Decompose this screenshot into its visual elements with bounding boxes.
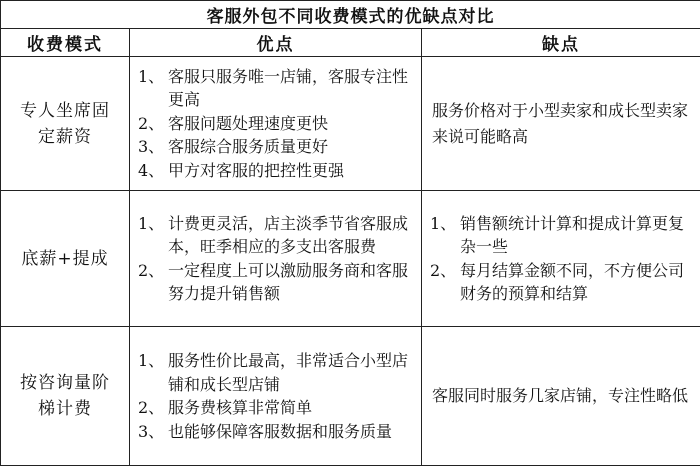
table-row bbox=[1, 57, 700, 191]
list-item bbox=[138, 396, 413, 420]
table-title: 客服外包不同收费模式的优缺点对比 bbox=[1, 1, 700, 29]
title-row bbox=[1, 1, 700, 29]
item-text: 销售额统计计算和提成计算更复杂一些 bbox=[460, 212, 692, 259]
item-text: 计费更灵活，店主淡季节省客服成本，旺季相应的多支出客服费 bbox=[168, 212, 413, 259]
mode-cell: 按咨询量阶梯计费 bbox=[1, 327, 130, 466]
item-number: 2、 bbox=[138, 112, 168, 136]
list-item bbox=[138, 112, 413, 136]
item-number: 1、 bbox=[430, 212, 460, 236]
header-mode: 收费模式 bbox=[1, 29, 130, 57]
list-item bbox=[138, 159, 413, 183]
list-item bbox=[138, 212, 413, 259]
item-number: 1、 bbox=[138, 65, 168, 89]
item-number: 2、 bbox=[138, 396, 168, 420]
item-number: 4、 bbox=[138, 159, 168, 183]
item-text: 也能够保障客服数据和服务质量 bbox=[168, 420, 413, 444]
item-number: 2、 bbox=[430, 259, 460, 283]
item-text: 服务费核算非常简单 bbox=[168, 396, 413, 420]
pros-cell bbox=[130, 57, 422, 191]
header-row bbox=[1, 29, 700, 57]
item-number: 3、 bbox=[138, 420, 168, 444]
item-text: 甲方对客服的把控性更强 bbox=[168, 159, 413, 183]
item-text: 每月结算金额不同，不方便公司财务的预算和结算 bbox=[460, 259, 692, 306]
header-pros: 优点 bbox=[130, 29, 422, 57]
mode-cell: 专人坐席固定薪资 bbox=[1, 57, 130, 191]
item-text: 客服问题处理速度更快 bbox=[168, 112, 413, 136]
item-text: 一定程度上可以激励服务商和客服努力提升销售额 bbox=[168, 259, 413, 306]
item-text: 客服综合服务质量更好 bbox=[168, 135, 413, 159]
cons-cell: 客服同时服务几家店铺，专注性略低 bbox=[422, 327, 700, 466]
item-number: 3、 bbox=[138, 135, 168, 159]
cons-cell bbox=[422, 191, 700, 327]
list-item bbox=[138, 420, 413, 444]
item-number: 1、 bbox=[138, 349, 168, 373]
list-item bbox=[138, 259, 413, 306]
list-item bbox=[138, 65, 413, 112]
item-text: 服务性价比最高，非常适合小型店铺和成长型店铺 bbox=[168, 349, 413, 396]
table-row bbox=[1, 327, 700, 466]
list-item bbox=[430, 212, 692, 259]
mode-cell: 底薪+提成 bbox=[1, 191, 130, 327]
pros-cell bbox=[130, 191, 422, 327]
pros-cell bbox=[130, 327, 422, 466]
cons-cell: 服务价格对于小型卖家和成长型卖家来说可能略高 bbox=[422, 57, 700, 191]
item-number: 1、 bbox=[138, 212, 168, 236]
item-number: 2、 bbox=[138, 259, 168, 283]
list-item bbox=[138, 349, 413, 396]
list-item bbox=[430, 259, 692, 306]
item-text: 客服只服务唯一店铺，客服专注性更高 bbox=[168, 65, 413, 112]
table-row bbox=[1, 191, 700, 327]
list-item bbox=[138, 135, 413, 159]
header-cons: 缺点 bbox=[422, 29, 700, 57]
